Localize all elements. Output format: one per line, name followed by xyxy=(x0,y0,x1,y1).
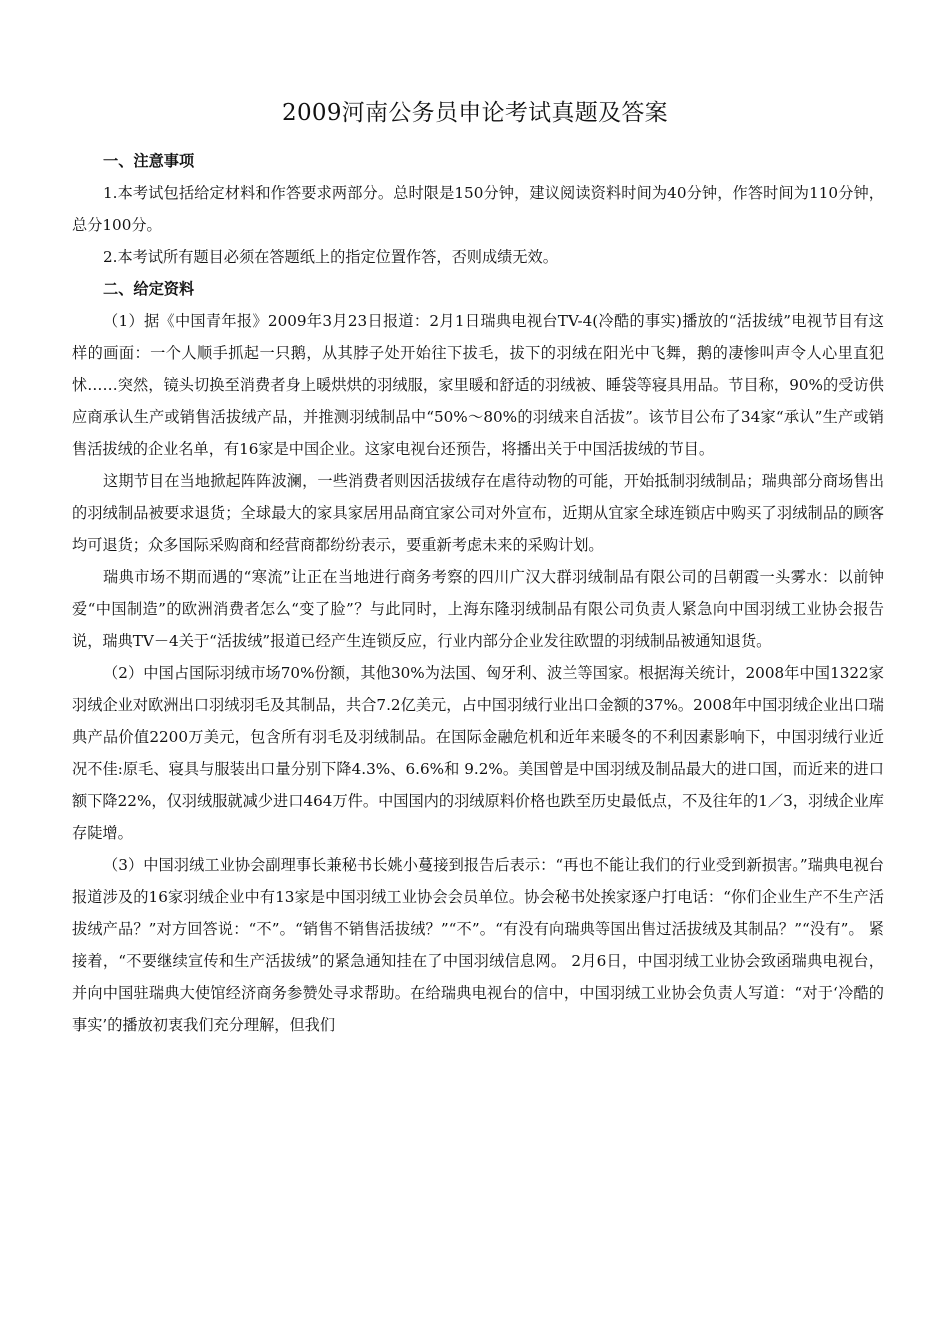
paragraph: 2.本考试所有题目必须在答题纸上的指定位置作答，否则成绩无效。 xyxy=(103,248,558,266)
section-heading-materials: 二、给定资料 xyxy=(103,280,195,298)
document-title: 2009河南公务员申论考试真题及答案 xyxy=(282,100,668,126)
paragraph: （1）据《中国青年报》2009年3月23日报道：2月1日瑞典电视台TV-4(冷酷的事实)播放的“活拔绒”电视节目有这样的画面：一个人顺手抓起一只鹅，从其脖子处开始往下拔毛，拔下的羽绒在阳光中飞舞，鹅的凄惨叫声令人心里直犯怵……突然，镜头切换至消费者身上暖烘烘的羽绒服，家里暖和舒适的羽绒被、睡袋等寝具用品。节目称，90%的受访供应商承认生产或销售活拔绒产品，并推测羽绒制品中“50%～80%的羽绒来自活拔”。该节目公布了34家“承认”生产或销售活拔绒的企业名单，有16家是中国企业。这家电视台还预告，将播出关于中国活拔绒的节目。 xyxy=(72,312,884,458)
paragraph: （3）中国羽绒工业协会副理事长兼秘书长姚小蔓接到报告后表示：“再也不能让我们的行业受到新损害。”瑞典电视台报道涉及的16家羽绒企业中有13家是中国羽绒工业协会会员单位。协会秘书处挨家逐户打电话：“你们企业生产不生产活拔绒产品？”对方回答说：“不”。“销售不销售活拔绒？”“不”。“有没有向瑞典等国出售过活拔绒及其制品？”“没有”。 紧接着，“不要继续宣传和生产活拔绒”的紧急通知挂在了中国羽绒信息网。 2月6日，中国羽绒工业协会致函瑞典电视台，并向中国驻瑞典大使馆经济商务参赞处寻求帮助。在给瑞典电视台的信中，中国羽绒工业协会负责人写道：“对于‘冷酷的事实’的播放初衷我们充分理解，但我们 xyxy=(72,856,884,1034)
paragraph: （2）中国占国际羽绒市场70%份额，其他30%为法国、匈牙利、波兰等国家。根据海关统计，2008年中国1322家羽绒企业对欧洲出口羽绒羽毛及其制品，共合7.2亿美元，占中国羽绒行业出口金额的37%。2008年中国羽绒企业出口瑞典产品价值2200万美元，包含所有羽毛及羽绒制品。在国际金融危机和近年来暖冬的不利因素影响下，中国羽绒行业近况不佳:原毛、寝具与服装出口量分别下降4.3%、6.6%和 9.2%。美国曾是中国羽绒及制品最大的进口国，而近来的进口额下降22%，仅羽绒服就减少进口464万件。中国国内的羽绒原料价格也跌至历史最低点，不及往年的1／3，羽绒企业库存陡增。 xyxy=(72,664,884,842)
paragraph: 瑞典市场不期而遇的“寒流”让正在当地进行商务考察的四川广汉大群羽绒制品有限公司的吕朝霞一头雾水：以前钟爱“中国制造”的欧洲消费者怎么“变了脸”？与此同时，上海东隆羽绒制品有限公司负责人紧急向中国羽绒工业协会报告说，瑞典TV－4关于“活拔绒”报道已经产生连锁反应，行业内部分企业发往欧盟的羽绒制品被通知退货。 xyxy=(72,568,884,650)
paragraph: 这期节目在当地掀起阵阵波澜，一些消费者则因活拔绒存在虐待动物的可能，开始抵制羽绒制品；瑞典部分商场售出的羽绒制品被要求退货；全球最大的家具家居用品商宜家公司对外宣布，近期从宜家全球连锁店中购买了羽绒制品的顾客均可退货；众多国际采购商和经营商都纷纷表示，要重新考虑未来的采购计划。 xyxy=(72,472,884,554)
section-heading-notes: 一、注意事项 xyxy=(103,152,195,170)
document-body xyxy=(72,145,884,1041)
paragraph: 1.本考试包括给定材料和作答要求两部分。总时限是150分钟，建议阅读资料时间为40分钟，作答时间为110分钟，总分100分。 xyxy=(72,184,884,234)
